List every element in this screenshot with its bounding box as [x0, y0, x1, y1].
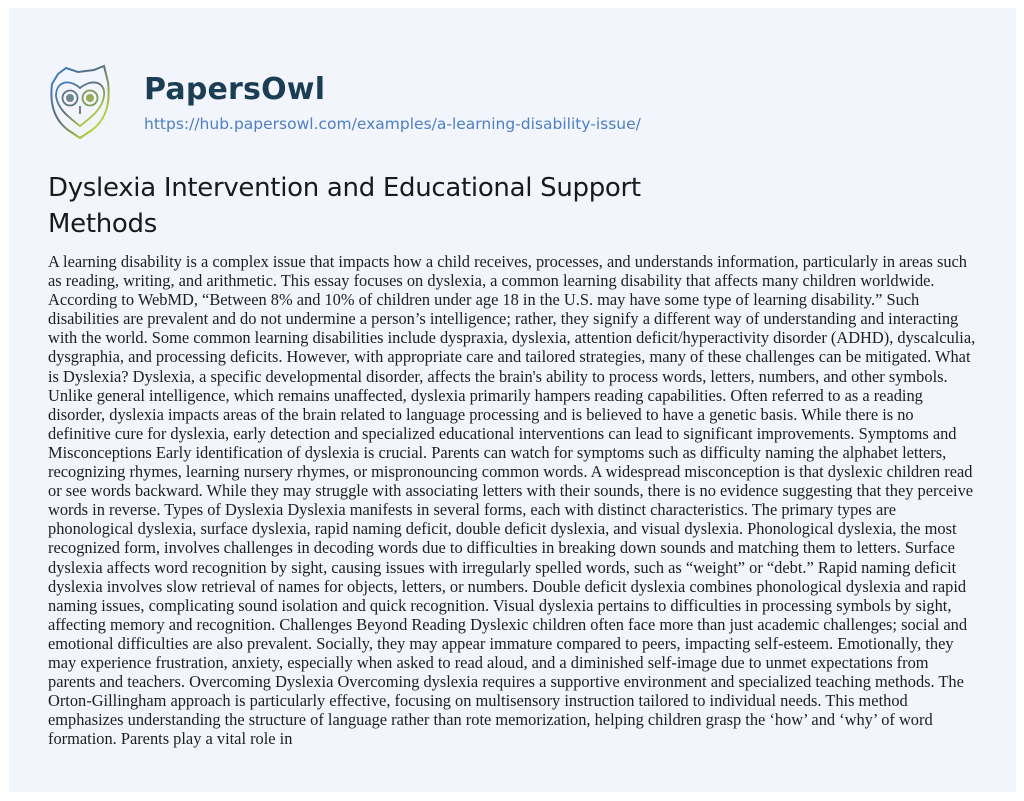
site-header — [48, 60, 641, 140]
owl-logo-icon — [48, 60, 112, 140]
document-title: Dyslexia Intervention and Educational Support Methods — [48, 173, 641, 239]
document-body: A learning disability is a complex issue that impacts how a child receives, processes, and understands information, particularly in areas such as reading, writing, and arithmetic. This essay focuses on dyslexia, a common learning disability that affects many children worldwide. According to WebMD, “Between 8% and 10% of children under age 18 in the U.S. may have some type of learning disability.” Such disabilities are prevalent and do not undermine a person’s intelligence; rather, they signify a different way of understanding and interacting with the world. Some common learning disabilities include dyspraxia, dyslexia, attention deficit/hyperactivity disorder (ADHD), dyscalculia, dysgraphia, and processing deficits. However, with appropriate care and tailored strategies, many of these challenges can be mitigated. What is Dyslexia? Dyslexia, a specific developmental disorder, affects the brain's ability to process words, letters, numbers, and other symbols. Unlike general intelligence, which remains unaffected, dyslexia primarily hampers reading capabilities. Often referred to as a reading disorder, dyslexia impacts areas of the brain related to language processing and is believed to have a genetic basis. While there is no definitive cure for dyslexia, early detection and specialized educational interventions can lead to significant improvements. Symptoms and Misconceptions Early identification of dyslexia is crucial. Parents can watch for symptoms such as difficulty naming the alphabet letters, recognizing rhymes, learning nursery rhymes, or mispronouncing common words. A widespread misconception is that dyslexic children read or see words backward. While they may struggle with associating letters with their sounds, there is no evidence suggesting that they perceive words in reverse. Types of Dyslexia Dyslexia manifests in several forms, each with distinct characteristics. The primary types are phonological dyslexia, surface dyslexia, rapid naming deficit, double deficit dyslexia, and visual dyslexia. Phonological dyslexia, the most recognized form, involves challenges in decoding words due to difficulties in breaking down sounds and matching them to letters. Surface dyslexia affects word recognition by sight, causing issues with irregularly spelled words, such as “weight” or “debt.” Rapid naming deficit dyslexia involves slow retrieval of names for objects, letters, or numbers. Double deficit dyslexia combines phonological dyslexia and rapid naming issues, complicating sound isolation and quick recognition. Visual dyslexia pertains to difficulties in processing symbols by sight, affecting memory and recognition. Challenges Beyond Reading Dyslexic children often face more than just academic challenges; social and emotional difficulties are also prevalent. Socially, they may appear immature compared to peers, impacting self-esteem. Emotionally, they may experience frustration, anxiety, especially when asked to read aloud, and a diminished self-image due to unmet expectations from parents and teachers. Overcoming Dyslexia Overcoming dyslexia requires a supportive environment and specialized teaching methods. The Orton-Gillingham approach is particularly effective, focusing on multisensory instruction tailored to individual needs. This method emphasizes understanding the structure of language rather than rote memorization, helping children grasp the ‘how’ and ‘why’ of word formation. Parents play a vital role in — [48, 252, 976, 749]
brand-name: PapersOwl — [144, 72, 326, 107]
brand-block — [144, 60, 641, 134]
source-url-link[interactable]: https://hub.papersowl.com/examples/a-learning-disability-issue/ — [144, 115, 641, 133]
